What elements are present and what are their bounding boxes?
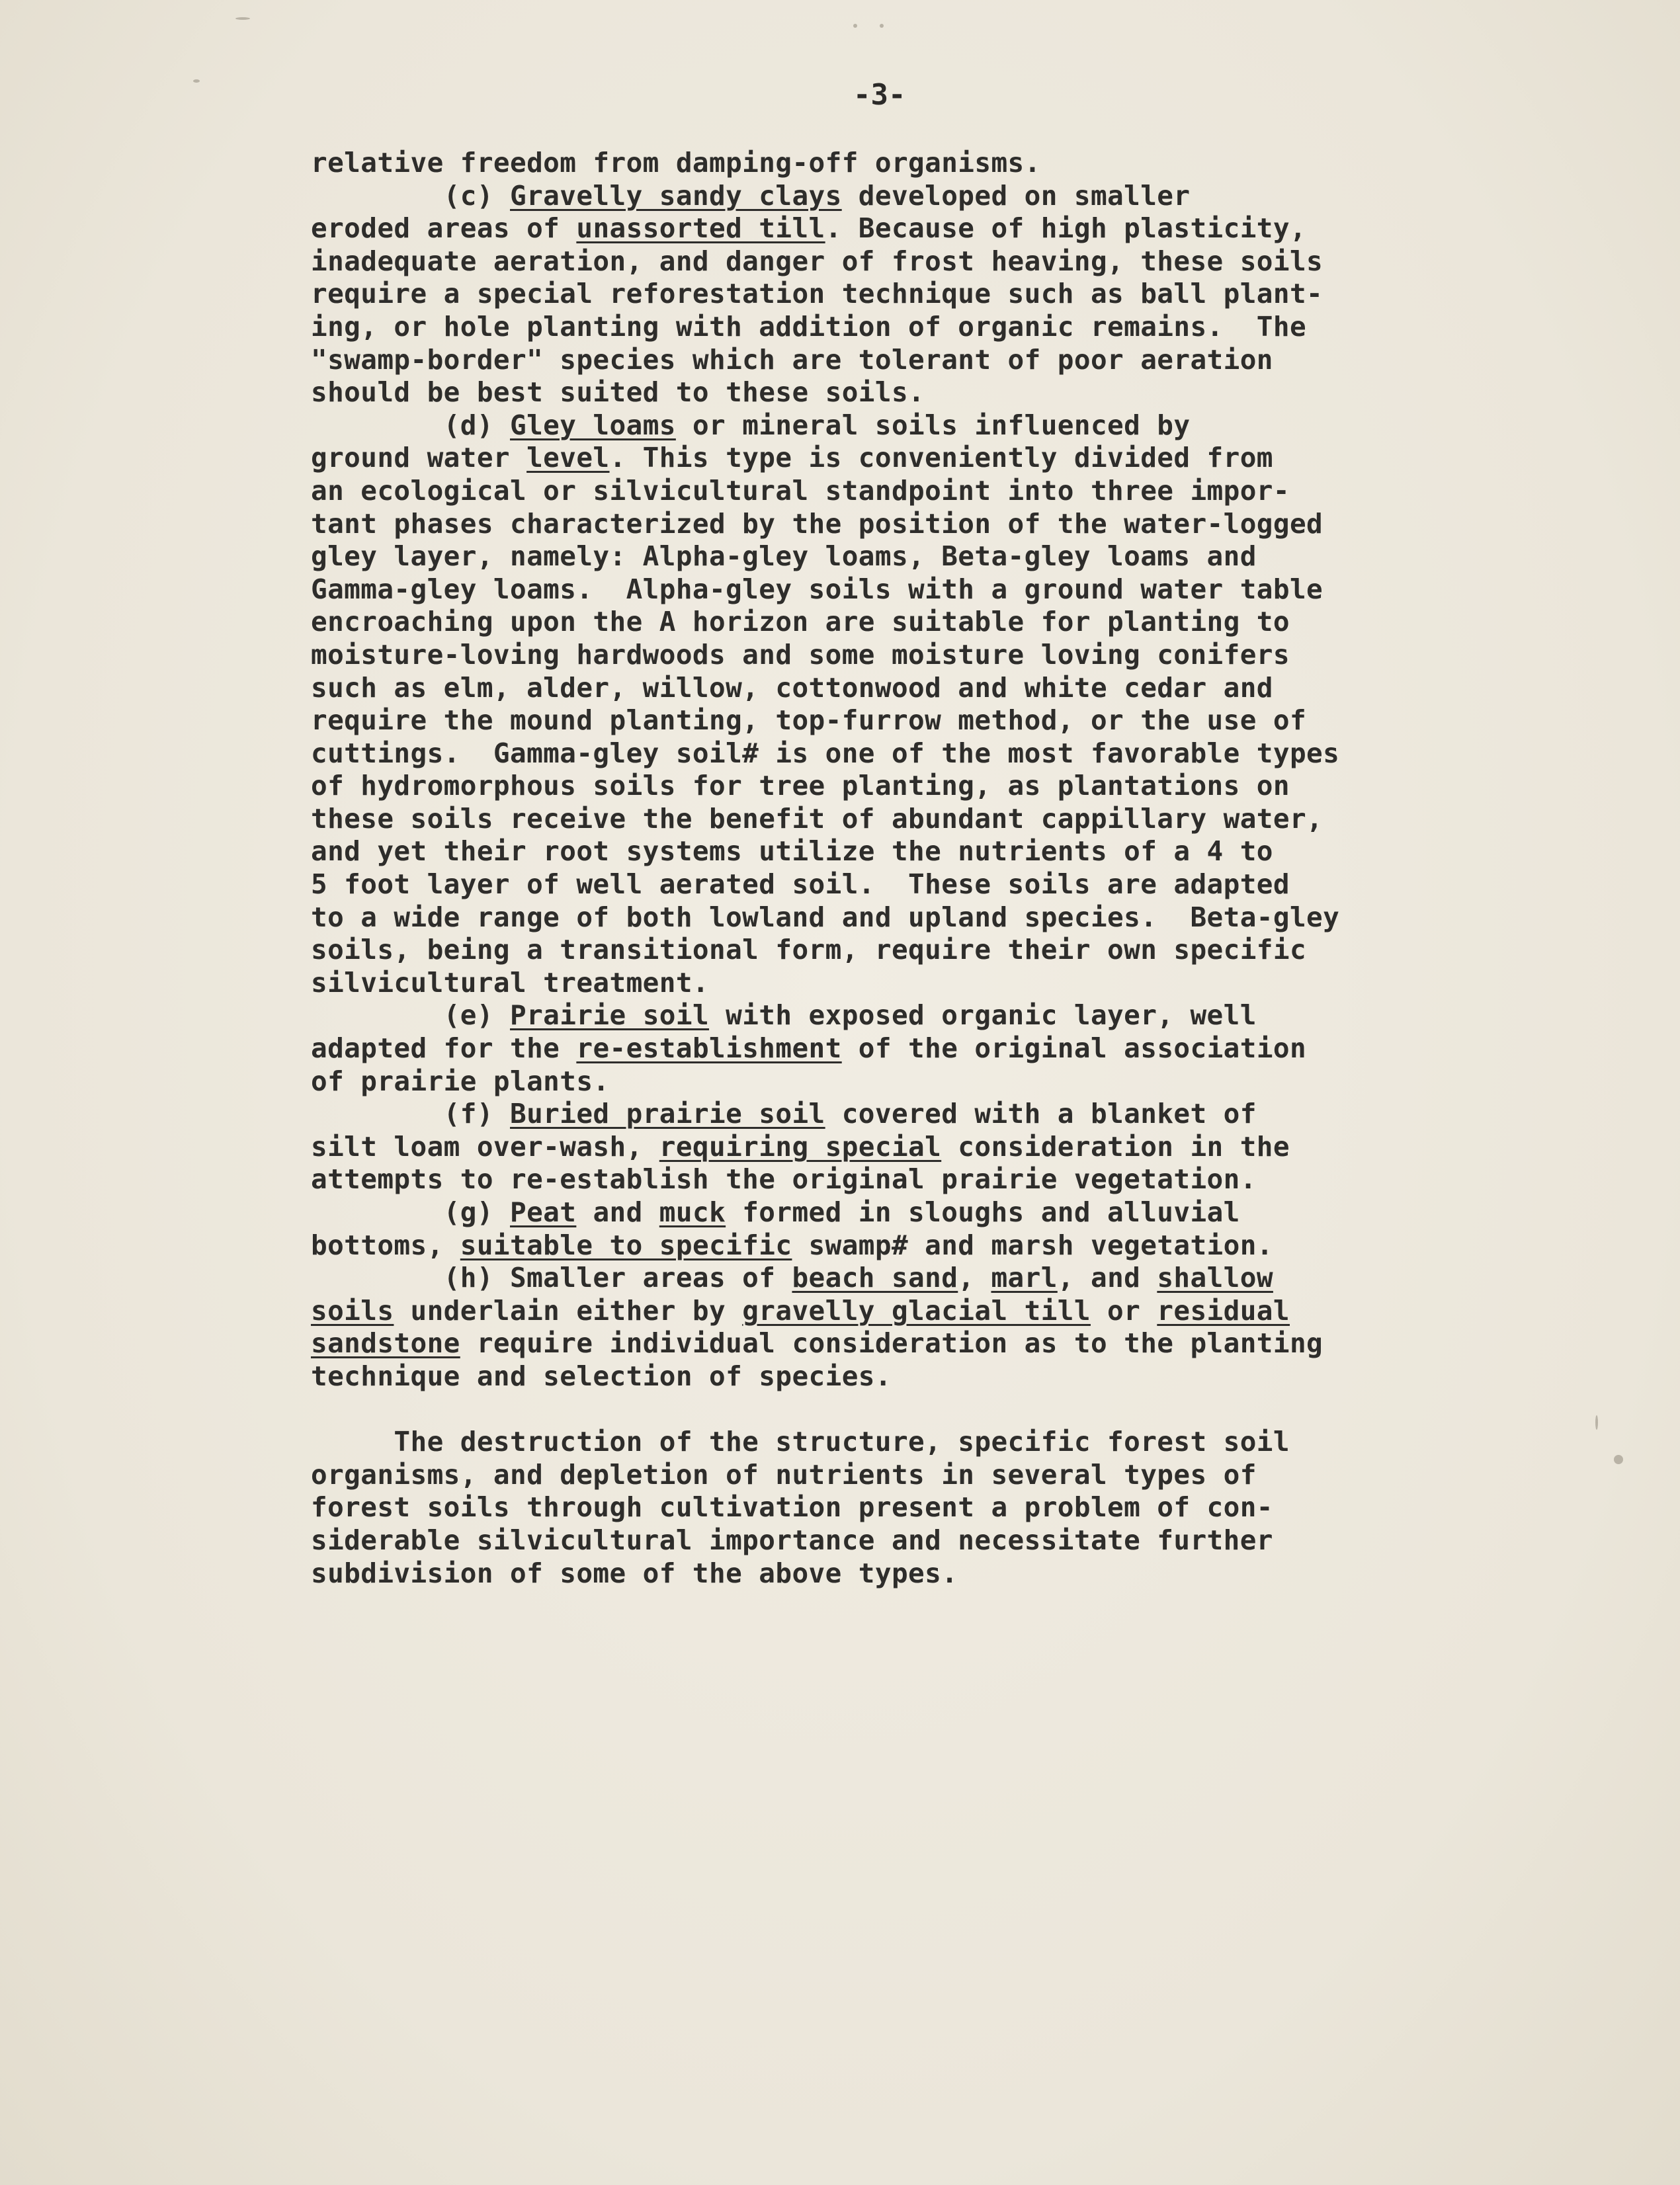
text-segment: encroaching upon the A horizon are suitable for planting to — [311, 606, 1290, 638]
paper-speck — [1614, 1455, 1623, 1464]
text-line — [311, 868, 1620, 901]
text-segment: bottoms, — [311, 1229, 460, 1261]
text-line — [311, 147, 1620, 180]
text-segment: covered with a blanket of — [825, 1098, 1257, 1130]
underlined-term: muck — [659, 1196, 726, 1228]
text-segment: require individual consideration as to the planting — [460, 1327, 1323, 1360]
text-segment: consideration in the — [941, 1130, 1290, 1163]
text-line — [311, 967, 1620, 1000]
underlined-term: suitable to specific — [460, 1229, 792, 1261]
text-line — [311, 1426, 1620, 1459]
text-segment: with exposed organic layer, well — [709, 999, 1257, 1032]
paper-speck — [193, 79, 200, 83]
text-line — [311, 639, 1620, 672]
text-line — [311, 278, 1620, 311]
text-line — [311, 1098, 1620, 1131]
text-line — [311, 835, 1620, 868]
text-segment: developed on smaller — [841, 179, 1191, 212]
underlined-term: Prairie soil — [510, 999, 710, 1032]
underlined-term: beach sand — [792, 1262, 958, 1294]
text-line — [311, 1459, 1620, 1492]
text-line — [311, 770, 1620, 803]
text-line — [311, 376, 1620, 409]
text-segment: . This type is conveniently divided from — [609, 442, 1273, 474]
text-line — [311, 180, 1620, 213]
text-line — [311, 704, 1620, 737]
text-segment: (h) Smaller areas of — [311, 1262, 792, 1294]
text-segment: eroded areas of — [311, 212, 577, 245]
text-line — [311, 999, 1620, 1032]
text-line — [311, 1360, 1620, 1393]
text-line — [311, 311, 1620, 344]
text-line — [311, 606, 1620, 639]
text-segment: require a special reforestation technique such as ball plant- — [311, 278, 1323, 310]
text-segment: ing, or hole planting with addition of organic remains. The — [311, 310, 1307, 343]
text-line — [311, 1229, 1620, 1262]
text-segment: Gamma-gley loams. Alpha-gley soils with a ground water table — [311, 573, 1323, 605]
text-line — [311, 1557, 1620, 1590]
text-segment: these soils receive the benefit of abundant cappillary water, — [311, 802, 1323, 835]
text-segment: organisms, and depletion of nutrients in several types of — [311, 1458, 1257, 1491]
text-segment: soils, being a transitional form, require their own specific — [311, 934, 1307, 966]
text-segment: require the mound planting, top-furrow method, or the use of — [311, 704, 1307, 737]
text-line — [311, 1196, 1620, 1229]
text-segment: should be best suited to these soils. — [311, 376, 925, 409]
text-segment: (g) — [311, 1196, 511, 1228]
paper-speck — [853, 24, 857, 28]
text-segment: . Because of high plasticity, — [825, 212, 1307, 245]
text-line — [311, 1491, 1620, 1524]
text-segment: forest soils through cultivation present a problem of con- — [311, 1491, 1273, 1524]
text-line — [311, 901, 1620, 934]
text-segment: adapted for the — [311, 1032, 577, 1065]
text-segment: tant phases characterized by the position of the water-logged — [311, 507, 1323, 540]
text-segment: cuttings. Gamma-gley soil# is one of the most favorable types — [311, 737, 1340, 769]
text-segment: , and — [1057, 1262, 1157, 1294]
text-segment: or — [1090, 1294, 1157, 1327]
text-line — [311, 1163, 1620, 1196]
text-segment: (f) — [311, 1098, 511, 1130]
text-segment: silt loam over-wash, — [311, 1130, 659, 1163]
text-segment: such as elm, alder, willow, cottonwood and white cedar and — [311, 671, 1273, 704]
text-line — [311, 245, 1620, 278]
text-segment: siderable silvicultural importance and necessitate further — [311, 1524, 1273, 1556]
text-line — [311, 1065, 1620, 1098]
text-segment: attempts to re-establish the original prairie vegetation. — [311, 1163, 1257, 1196]
text-segment: gley layer, namely: Alpha-gley loams, Beta-gley loams and — [311, 540, 1257, 573]
text-segment: (d) — [311, 409, 511, 441]
text-segment: The destruction of the structure, specific forest soil — [311, 1426, 1290, 1458]
text-line — [311, 803, 1620, 836]
text-segment: relative freedom from damping-off organisms. — [311, 147, 1041, 179]
text-segment: of the original association — [841, 1032, 1307, 1065]
text-line — [311, 344, 1620, 377]
text-line — [311, 508, 1620, 541]
text-segment: swamp# and marsh vegetation. — [792, 1229, 1273, 1261]
text-segment: and — [576, 1196, 659, 1228]
text-line — [311, 409, 1620, 442]
paper-speck — [235, 17, 250, 20]
text-segment: and yet their root systems utilize the nutrients of a 4 to — [311, 835, 1273, 868]
text-segment: or mineral soils influenced by — [675, 409, 1191, 441]
text-line — [311, 573, 1620, 606]
text-segment: ground water — [311, 442, 527, 474]
text-segment: 5 foot layer of well aerated soil. These soils are adapted — [311, 868, 1290, 901]
text-line — [311, 540, 1620, 573]
underlined-term: re-establishment — [576, 1032, 842, 1065]
text-segment: subdivision of some of the above types. — [311, 1557, 958, 1589]
text-line — [311, 737, 1620, 770]
text-segment: underlain either by — [394, 1294, 743, 1327]
paper-speck — [880, 24, 884, 28]
text-line — [311, 1262, 1620, 1295]
text-segment: (c) — [311, 179, 511, 212]
text-line — [311, 1032, 1620, 1065]
text-line — [311, 1295, 1620, 1328]
underlined-term: Gley loams — [510, 409, 676, 441]
text-segment: of hydromorphous soils for tree planting, as plantations on — [311, 770, 1290, 802]
text-segment: to a wide range of both lowland and upland species. Beta-gley — [311, 901, 1340, 933]
text-line — [311, 212, 1620, 245]
underlined-term: level — [526, 442, 610, 474]
underlined-term: Gravelly sandy clays — [510, 179, 842, 212]
paper-speck — [1595, 1415, 1598, 1430]
text-segment: "swamp-border" species which are tolerant of poor aeration — [311, 343, 1273, 376]
text-segment: , — [958, 1262, 991, 1294]
text-line — [311, 1131, 1620, 1164]
underlined-term: gravelly glacial till — [742, 1294, 1091, 1327]
paragraph-gap — [311, 1393, 1620, 1426]
text-line — [311, 442, 1620, 475]
underlined-term: marl — [991, 1262, 1058, 1294]
text-line — [311, 475, 1620, 508]
text-segment: silvicultural treatment. — [311, 966, 710, 999]
text-segment: inadequate aeration, and danger of frost heaving, these soils — [311, 245, 1323, 277]
underlined-term: Peat — [510, 1196, 577, 1228]
underlined-term: Buried prairie soil — [510, 1098, 825, 1130]
underlined-term: requiring special — [659, 1130, 942, 1163]
text-line — [311, 672, 1620, 705]
page-number: -3- — [853, 78, 906, 112]
text-segment: moisture-loving hardwoods and some moisture loving conifers — [311, 638, 1290, 671]
text-line — [311, 1327, 1620, 1360]
underlined-term: unassorted till — [576, 212, 825, 245]
text-line — [311, 934, 1620, 967]
text-segment: formed in sloughs and alluvial — [726, 1196, 1240, 1228]
underlined-term: shallow — [1157, 1262, 1273, 1294]
body-text — [311, 147, 1620, 1590]
underlined-term: soils — [311, 1294, 394, 1327]
underlined-term: sandstone — [311, 1327, 460, 1360]
underlined-term: residual — [1157, 1294, 1290, 1327]
text-segment: of prairie plants. — [311, 1065, 610, 1097]
text-segment: technique and selection of species. — [311, 1360, 892, 1392]
text-segment: (e) — [311, 999, 511, 1032]
text-line — [311, 1524, 1620, 1557]
text-segment: an ecological or silvicultural standpoint into three impor- — [311, 474, 1290, 507]
